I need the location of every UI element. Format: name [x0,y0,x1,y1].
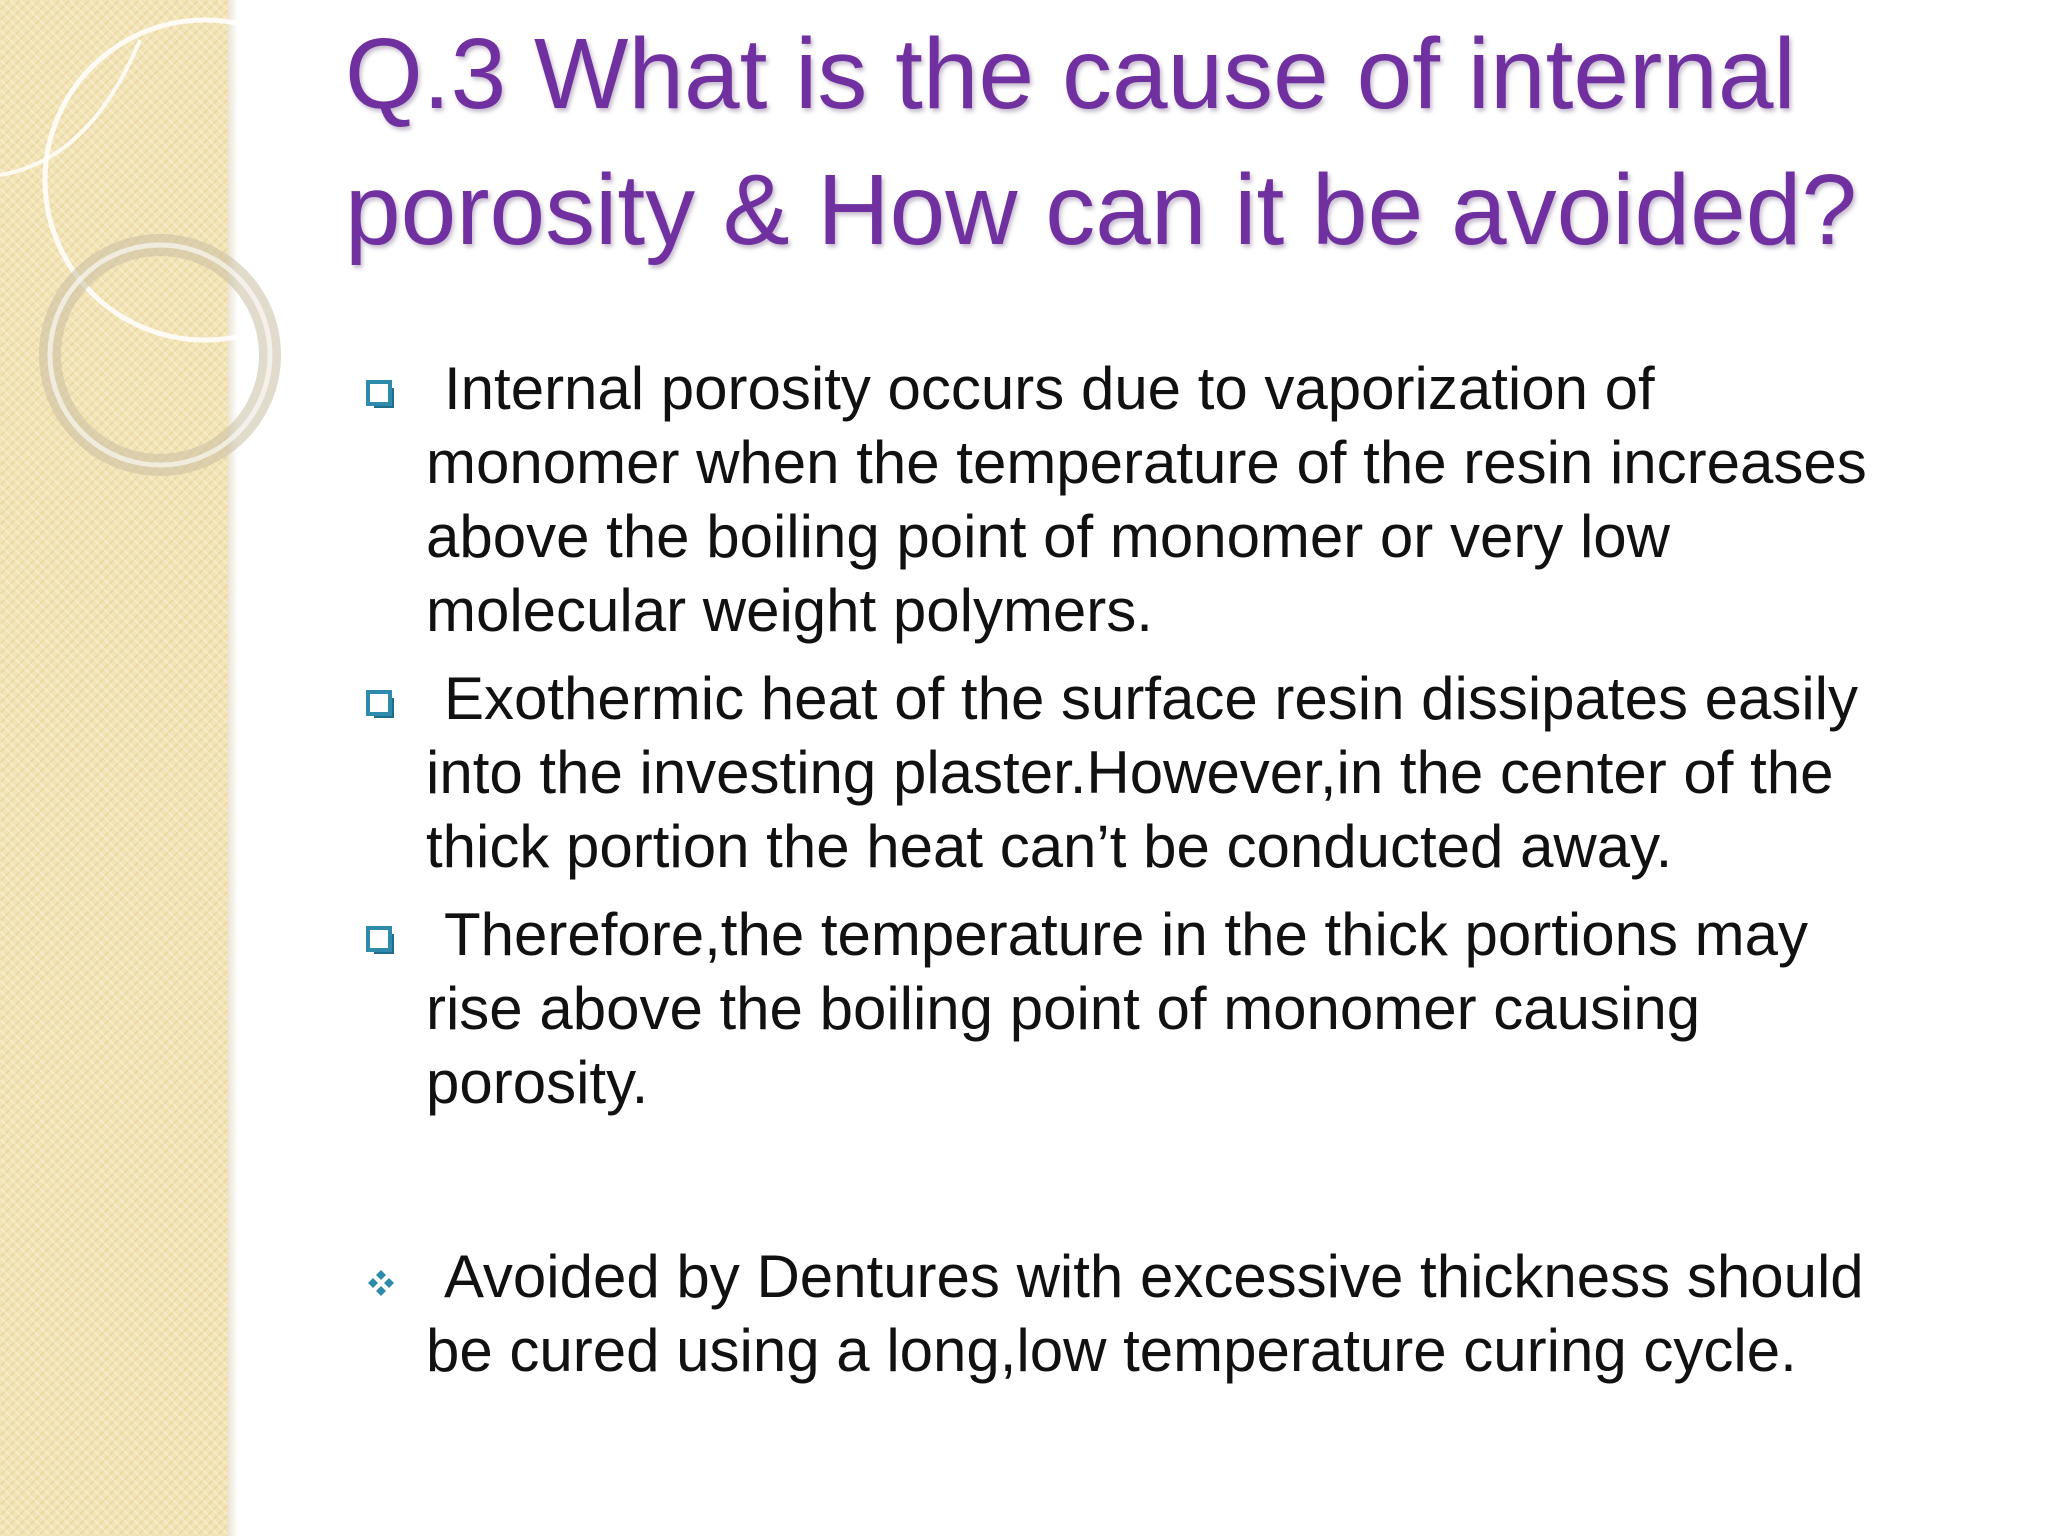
bullet-item [360,662,1920,884]
checkbox-bullet-icon [366,380,396,410]
bullet-list [360,352,1920,1388]
bullet-item [360,1240,1920,1388]
bullet-text: Therefore,the temperature in the thick portions may rise above the boiling point of monomer causing porosity. [426,901,1809,1116]
bullet-text: Exothermic heat of the surface resin dissipates easily into the investing plaster.However,in the center of the thick portion the heat can’t be conducted away. [426,665,1859,880]
diamond-bullet-icon [366,1268,396,1298]
bullet-item [360,898,1920,1120]
checkbox-bullet-icon [366,690,396,720]
bullet-text: Internal porosity occurs due to vaporization of monomer when the temperature of the resin increases above the boiling point of monomer or very low molecular weight polymers. [426,355,1867,644]
bullet-item [360,352,1920,648]
bullet-text: Avoided by Dentures with excessive thickness should be cured using a long,low temperature curing cycle. [426,1243,1864,1384]
slide-title: Q.3 What is the cause of internal porosity & How can it be avoided? [345,18,1857,266]
checkbox-bullet-icon [366,926,396,956]
decorative-rings [0,0,300,520]
